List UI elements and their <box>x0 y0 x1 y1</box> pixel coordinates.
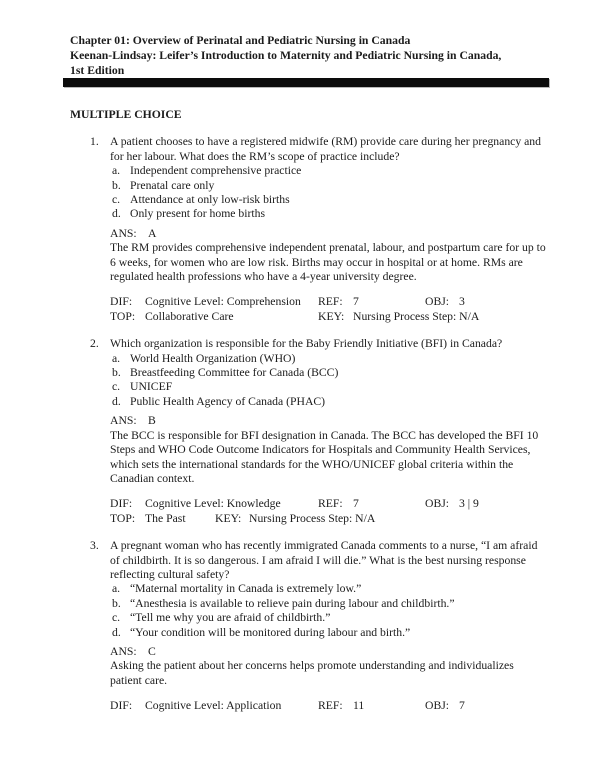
question-text: A patient chooses to have a registered midwife (RM) provide care during her pregnancy and for her labour. What does the RM’s scope of practice include? <box>110 135 541 163</box>
option-text: Only present for home births <box>130 207 266 221</box>
top-label: TOP: <box>110 511 136 525</box>
option-row-d <box>110 395 547 409</box>
question-number: 1. <box>90 135 99 149</box>
top-value: The Past <box>145 511 186 525</box>
top-label: TOP: <box>110 309 136 323</box>
option-row-c <box>110 611 547 625</box>
key-value: Nursing Process Step: N/A <box>353 309 480 323</box>
option-text: “Anesthesia is available to relieve pain during labour and childbirth.” <box>130 596 455 610</box>
ref-label: REF: <box>318 699 343 713</box>
option-text: “Maternal mortality in Canada is extremely low.” <box>130 582 362 596</box>
question-number: 2. <box>90 337 99 351</box>
dif-value: Cognitive Level: Application <box>145 699 282 713</box>
question-meta <box>110 699 547 713</box>
option-row-b <box>110 179 547 193</box>
option-text: Attendance at only low-risk births <box>130 193 290 207</box>
obj-label: OBJ: <box>425 699 450 713</box>
option-letter: c. <box>112 380 121 394</box>
option-text: Prenatal care only <box>130 178 215 192</box>
option-text: “Your condition will be monitored during labour and birth.” <box>130 625 411 639</box>
ref-label: REF: <box>318 497 343 511</box>
option-letter: a. <box>112 582 121 596</box>
meta-row-top <box>110 310 547 324</box>
option-letter: a. <box>112 164 121 178</box>
question-item-2 <box>70 337 547 526</box>
header-chapter-title: Chapter 01: Overview of Perinatal and Pediatric Nursing in Canada <box>70 34 411 47</box>
obj-label: OBJ: <box>425 295 450 309</box>
option-row-d <box>110 207 547 221</box>
key-value: Nursing Process Step: N/A <box>249 511 376 525</box>
question-meta <box>110 497 547 526</box>
key-label: KEY: <box>318 309 345 323</box>
answer-label: ANS: <box>110 644 137 658</box>
answer-value: B <box>148 414 156 428</box>
question-number: 3. <box>90 539 99 553</box>
answer-value: A <box>148 226 157 240</box>
meta-row-dif <box>110 497 547 511</box>
obj-value: 3 <box>459 295 465 309</box>
option-text: UNICEF <box>130 380 173 394</box>
dif-label: DIF: <box>110 295 133 309</box>
obj-label: OBJ: <box>425 497 450 511</box>
answer-line <box>110 227 547 241</box>
question-item-1 <box>70 135 547 324</box>
answer-label: ANS: <box>110 226 137 240</box>
question-text: Which organization is responsible for the Baby Friendly Initiative (BFI) in Canada? <box>110 337 503 351</box>
answer-line <box>110 414 547 428</box>
option-letter: a. <box>112 351 121 365</box>
option-row-b <box>110 597 547 611</box>
option-text: Breastfeeding Committee for Canada (BCC) <box>130 366 339 380</box>
obj-value: 7 <box>459 699 465 713</box>
dif-value: Cognitive Level: Knowledge <box>145 497 281 511</box>
ref-value: 11 <box>353 699 365 713</box>
dif-label: DIF: <box>110 497 133 511</box>
rationale-text: The BCC is responsible for BFI designation in Canada. The BCC has developed the BFI 10 Steps and WHO Code Outcome Indicators for Hospitals and Community Health Services, which sets the international standards for the WHO/UNICEF global criteria within the Canadian context. <box>110 428 539 485</box>
ref-label: REF: <box>318 295 343 309</box>
key-label: KEY: <box>215 511 242 525</box>
answer-value: C <box>148 644 156 658</box>
section-heading: MULTIPLE CHOICE <box>70 108 182 121</box>
ref-value: 7 <box>353 295 359 309</box>
option-letter: b. <box>112 366 121 380</box>
dif-label: DIF: <box>110 699 133 713</box>
question-item-3 <box>70 539 547 713</box>
option-text: “Tell me why you are afraid of childbirth.” <box>130 611 331 625</box>
obj-value: 3 | 9 <box>459 497 479 511</box>
document-header <box>70 33 547 78</box>
option-row-a <box>110 352 547 366</box>
header-edition: 1st Edition <box>70 64 125 77</box>
option-letter: b. <box>112 596 121 610</box>
option-row-d <box>110 626 547 640</box>
meta-row-dif <box>110 699 547 713</box>
dif-value: Cognitive Level: Comprehension <box>145 295 301 309</box>
option-row-b <box>110 366 547 380</box>
option-letter: c. <box>112 611 121 625</box>
question-meta <box>110 295 547 324</box>
rationale-text: The RM provides comprehensive independent prenatal, labour, and postpartum care for up to 6 weeks, for women who are low risk. Births may occur in hospital or at home. RMs are regulated health professions who have a 4-year university degree. <box>110 241 546 284</box>
answer-line <box>110 645 547 659</box>
option-letter: d. <box>112 625 121 639</box>
option-letter: b. <box>112 178 121 192</box>
rationale-text: Asking the patient about her concerns helps promote understanding and individualizes patient care. <box>110 659 514 687</box>
option-row-a <box>110 164 547 178</box>
option-text: World Health Organization (WHO) <box>130 351 296 365</box>
option-row-c <box>110 380 547 394</box>
question-text: A pregnant woman who has recently immigrated Canada comments to a nurse, “I am afraid of childbirth. It is so dangerous. I am afraid I will die.” What is the best nursing response reflecting cultural safety? <box>110 539 538 581</box>
option-row-a <box>110 582 547 596</box>
option-row-c <box>110 193 547 207</box>
header-divider-bar <box>63 78 549 87</box>
ref-value: 7 <box>353 497 359 511</box>
option-letter: c. <box>112 193 121 207</box>
option-letter: d. <box>112 207 121 221</box>
meta-row-top <box>110 512 547 526</box>
top-value: Collaborative Care <box>145 309 234 323</box>
header-book-title: Keenan-Lindsay: Leifer’s Introduction to Maternity and Pediatric Nursing in Canada, <box>70 49 502 62</box>
option-text: Public Health Agency of Canada (PHAC) <box>130 394 326 408</box>
option-letter: d. <box>112 394 121 408</box>
meta-row-dif <box>110 295 547 309</box>
answer-label: ANS: <box>110 414 137 428</box>
option-text: Independent comprehensive practice <box>130 164 302 178</box>
